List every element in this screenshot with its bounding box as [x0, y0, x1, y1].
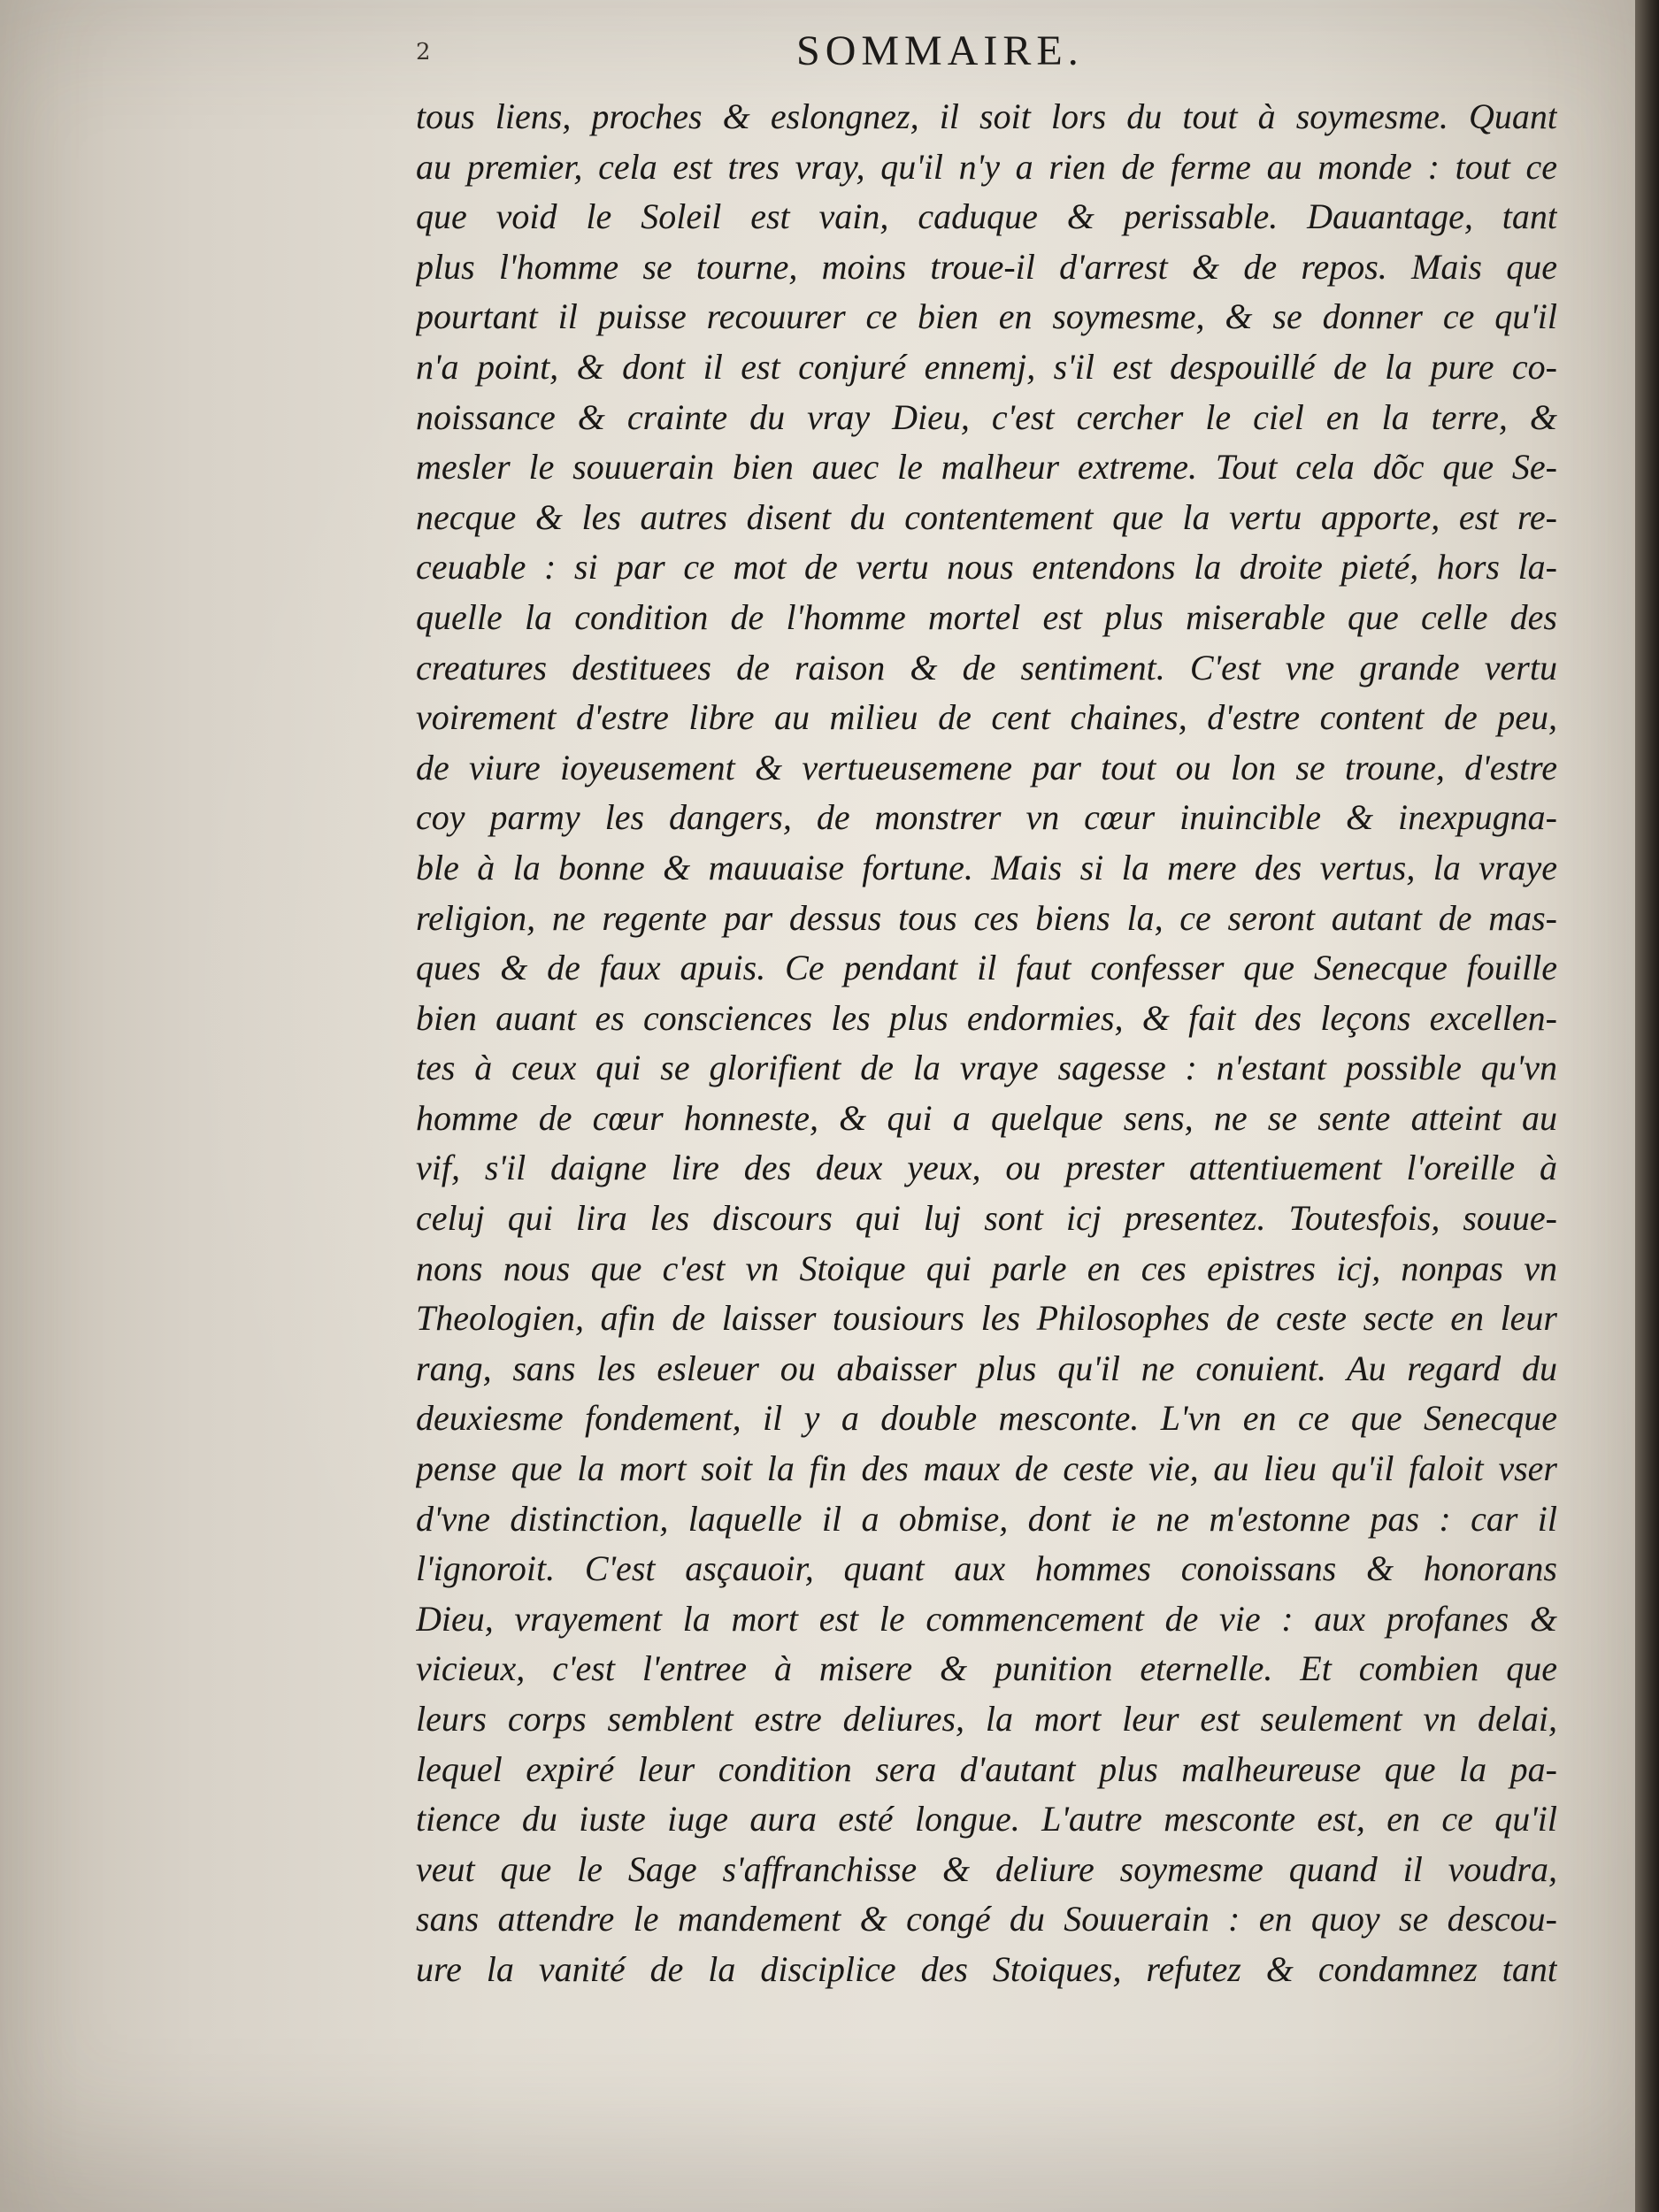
text-line: creatures destituees de raison & de sentiment. C'est vne grande vertu [416, 647, 1557, 687]
text-line: rang, sans les esleuer ou abaisser plus qu'il ne conuient. Au regard du [416, 1348, 1557, 1388]
text-line: plus l'homme se tourne, moins troue-il d'arrest & de repos. Mais que [416, 246, 1557, 287]
text-line: vif, s'il daigne lire des deux yeux, ou prester attentiuement l'oreille à [416, 1148, 1557, 1188]
book-gutter [1635, 0, 1659, 2212]
text-line: religion, ne regente par dessus tous ces biens la, ce seront autant de mas- [416, 897, 1557, 938]
text-line: homme de cœur honneste, & qui a quelque sens, ne se sente atteint au [416, 1097, 1557, 1138]
text-line: n'a point, & dont il est conjuré ennemj, s'il est despouillé de la pure co- [416, 346, 1557, 387]
body-text [416, 92, 1557, 1995]
text-line: ques & de faux apuis. Ce pendant il faut confesser que Senecque fouille [416, 948, 1557, 988]
text-line: l'ignoroit. C'est asçauoir, quant aux hommes conoissans & honorans [416, 1548, 1557, 1589]
text-line: ble à la bonne & mauuaise fortune. Mais si la mere des vertus, la vraye [416, 847, 1557, 887]
running-head: SOMMAIRE. [796, 27, 1084, 74]
text-line: tience du iuste iuge aura esté longue. L'autre mesconte est, en ce qu'il [416, 1799, 1557, 1839]
text-line: ure la vanité de la disciplice des Stoiques, refutez & condamnez tant [416, 1948, 1557, 1989]
page-number: 2 [416, 39, 431, 65]
text-line: nons nous que c'est vn Stoique qui parle en ces epistres icj, nonpas vn [416, 1248, 1557, 1288]
text-line: pourtant il puisse recouurer ce bien en soymesme, & se donner ce qu'il [416, 296, 1557, 337]
text-line: lequel expiré leur condition sera d'autant plus malheureuse que la pa- [416, 1748, 1557, 1789]
text-line: mesler le souuerain bien auec le malheur extreme. Tout cela dõc que Se- [416, 447, 1557, 488]
text-line: de viure ioyeusement & vertueusemene par tout ou lon se troune, d'estre [416, 747, 1557, 787]
text-line: d'vne distinction, laquelle il a obmise, dont ie ne m'estonne pas : car il [416, 1498, 1557, 1539]
text-line: vicieux, c'est l'entree à misere & punition eternelle. Et combien que [416, 1648, 1557, 1689]
text-line: celuj qui lira les discours qui luj sont icj presentez. Toutesfois, souue- [416, 1198, 1557, 1239]
text-line: ceuable : si par ce mot de vertu nous entendons la droite pieté, hors la- [416, 547, 1557, 588]
text-line: Theologien, afin de laisser tousiours les Philosophes de ceste secte en leur [416, 1298, 1557, 1339]
text-line: coy parmy les dangers, de monstrer vn cœur inuincible & inexpugna- [416, 797, 1557, 838]
text-line: tes à ceux qui se glorifient de la vraye sagesse : n'estant possible qu'vn [416, 1048, 1557, 1088]
text-line: veut que le Sage s'affranchisse & deliure soymesme quand il voudra, [416, 1848, 1557, 1889]
text-line: deuxiesme fondement, il y a double mesconte. L'vn en ce que Senecque [416, 1398, 1557, 1439]
text-line: tous liens, proches & eslongnez, il soit lors du tout à soymesme. Quant [416, 96, 1557, 136]
text-line: bien auant es consciences les plus endormies, & fait des leçons excellen- [416, 997, 1557, 1038]
text-line: leurs corps semblent estre deliures, la mort leur est seulement vn delai, [416, 1699, 1557, 1739]
text-line: pense que la mort soit la fin des maux de ceste vie, au lieu qu'il faloit vser [416, 1448, 1557, 1489]
text-line: Dieu, vrayement la mort est le commencement de vie : aux profanes & [416, 1598, 1557, 1639]
text-line: noissance & crainte du vray Dieu, c'est cercher le ciel en la terre, & [416, 396, 1557, 437]
text-line: quelle la condition de l'homme mortel est plus miserable que celle des [416, 596, 1557, 637]
text-line: sans attendre le mandement & congé du Souuerain : en quoy se descou- [416, 1899, 1557, 1939]
text-line: au premier, cela est tres vray, qu'il n'y a rien de ferme au monde : tout ce [416, 146, 1557, 187]
text-line: necque & les autres disent du contentement que la vertu apporte, est re- [416, 496, 1557, 537]
text-line: voirement d'estre libre au milieu de cent chaines, d'estre content de peu, [416, 697, 1557, 738]
text-line: que void le Soleil est vain, caduque & perissable. Dauantage, tant [416, 196, 1557, 237]
